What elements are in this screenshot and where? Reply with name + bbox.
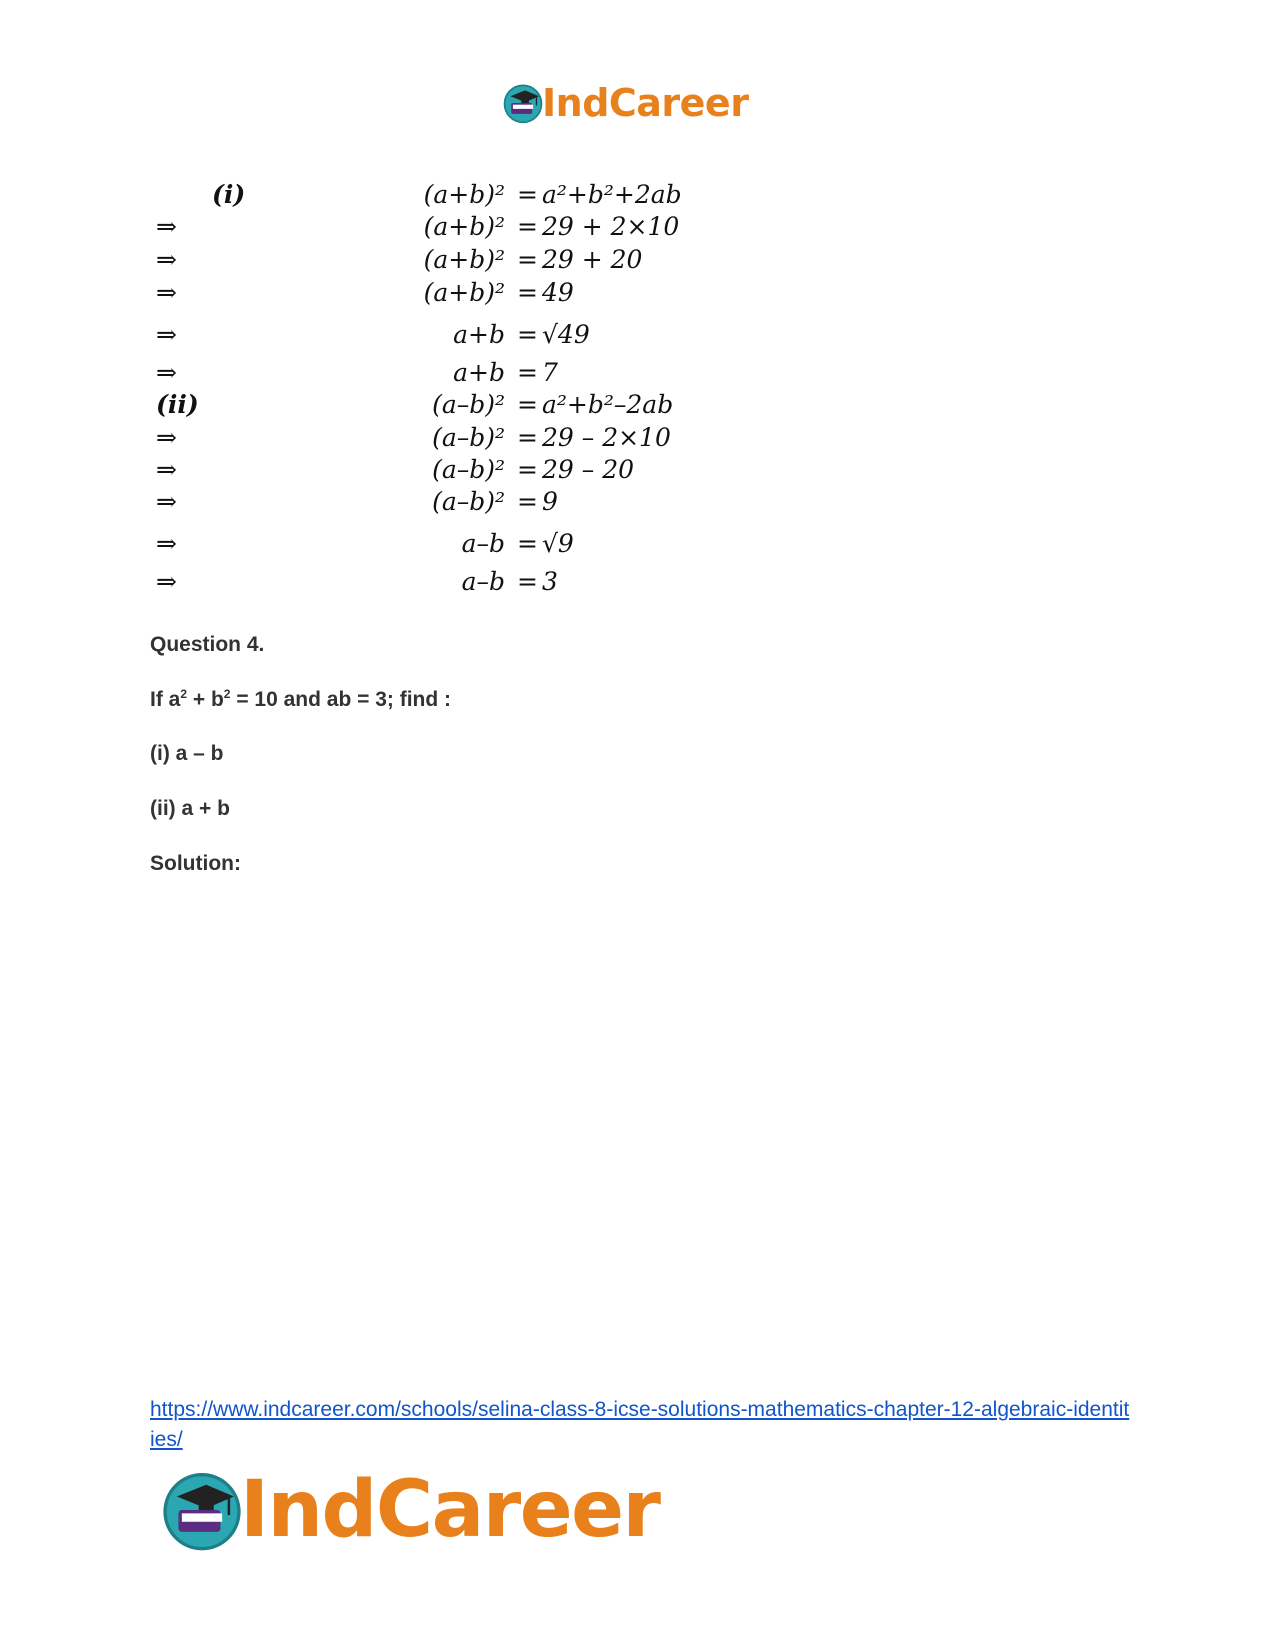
math-row-rhs: 29 + 2×10 (542, 212, 680, 241)
math-row-rhs: 29 – 2×10 (542, 423, 671, 452)
math-row-lhs: a–b (461, 529, 505, 558)
math-row-equals: = (517, 320, 538, 349)
math-row-rhs: a²+b²–2ab (542, 390, 674, 419)
question-statement: If $a^2 + b^2 = 10$ and ab = 3; find : (150, 687, 452, 711)
math-row-equals: = (517, 245, 538, 274)
source-url-link[interactable]: https://www.indcareer.com/schools/selina-class-8-icse-solutions-mathematics-chapter-12-algebraic-identities/ (150, 1398, 1130, 1451)
math-row-rhs: √49 (542, 320, 590, 349)
math-row-rhs: 9 (542, 487, 558, 516)
question-title: Question 4. (150, 633, 265, 656)
math-row-prefix: (i) (212, 180, 246, 209)
math-row-lhs: a+b (453, 358, 505, 387)
math-row-prefix: ⇒ (156, 529, 177, 558)
math-row-prefix: ⇒ (156, 212, 177, 241)
logo-wordmark: IndCareer (240, 1465, 660, 1555)
math-row-equals: = (517, 390, 538, 419)
header-logo (502, 80, 748, 126)
math-row-lhs: (a–b)² (432, 423, 505, 452)
math-row (150, 180, 682, 214)
math-row-lhs: a–b (461, 567, 505, 596)
footer-logo (160, 1465, 660, 1555)
math-row-rhs: 3 (542, 567, 558, 596)
math-row-prefix: (ii) (156, 390, 199, 419)
question-part-ii: (ii) a + b (150, 797, 230, 820)
graduation-cap-book-globe-icon (502, 82, 544, 124)
math-row-prefix: ⇒ (156, 455, 177, 484)
math-row-lhs: (a+b)² (423, 245, 505, 274)
math-row-prefix: ⇒ (156, 487, 177, 516)
math-row (150, 423, 671, 457)
math-row-equals: = (517, 212, 538, 241)
math-row-equals: = (517, 567, 538, 596)
graduation-cap-book-globe-icon (160, 1468, 244, 1552)
math-row (150, 455, 635, 489)
math-row-prefix: ⇒ (156, 245, 177, 274)
math-row-lhs: a+b (453, 320, 505, 349)
math-row-lhs: (a+b)² (423, 278, 505, 307)
math-row (150, 529, 610, 563)
math-row (150, 390, 674, 424)
math-row (150, 212, 680, 246)
logo-wordmark: IndCareer (542, 81, 749, 125)
math-row-prefix: ⇒ (156, 567, 177, 596)
math-row (150, 245, 643, 279)
math-row (150, 358, 610, 392)
math-row-lhs: (a+b)² (423, 180, 505, 209)
math-row-equals: = (517, 358, 538, 387)
math-row (150, 278, 610, 312)
math-row-lhs: (a–b)² (432, 487, 505, 516)
math-row-prefix: ⇒ (156, 358, 177, 387)
math-row (150, 487, 610, 521)
math-row-lhs: (a+b)² (423, 212, 505, 241)
math-row (150, 320, 610, 354)
question-part-i: (i) a – b (150, 742, 224, 765)
math-row-equals: = (517, 455, 538, 484)
math-row-rhs: 29 + 20 (542, 245, 643, 274)
math-row-equals: = (517, 487, 538, 516)
math-row-prefix: ⇒ (156, 320, 177, 349)
math-row-prefix: ⇒ (156, 278, 177, 307)
solution-label: Solution: (150, 852, 241, 875)
math-row-rhs: √9 (542, 529, 574, 558)
math-row (150, 567, 610, 601)
math-row-rhs: a²+b²+2ab (542, 180, 682, 209)
math-row-equals: = (517, 529, 538, 558)
math-row-equals: = (517, 278, 538, 307)
math-row-lhs: (a–b)² (432, 390, 505, 419)
math-row-prefix: ⇒ (156, 423, 177, 452)
math-row-equals: = (517, 423, 538, 452)
math-row-rhs: 29 – 20 (542, 455, 635, 484)
math-row-rhs: 7 (542, 358, 558, 387)
math-row-equals: = (517, 180, 538, 209)
math-row-rhs: 49 (542, 278, 574, 307)
math-row-lhs: (a–b)² (432, 455, 505, 484)
